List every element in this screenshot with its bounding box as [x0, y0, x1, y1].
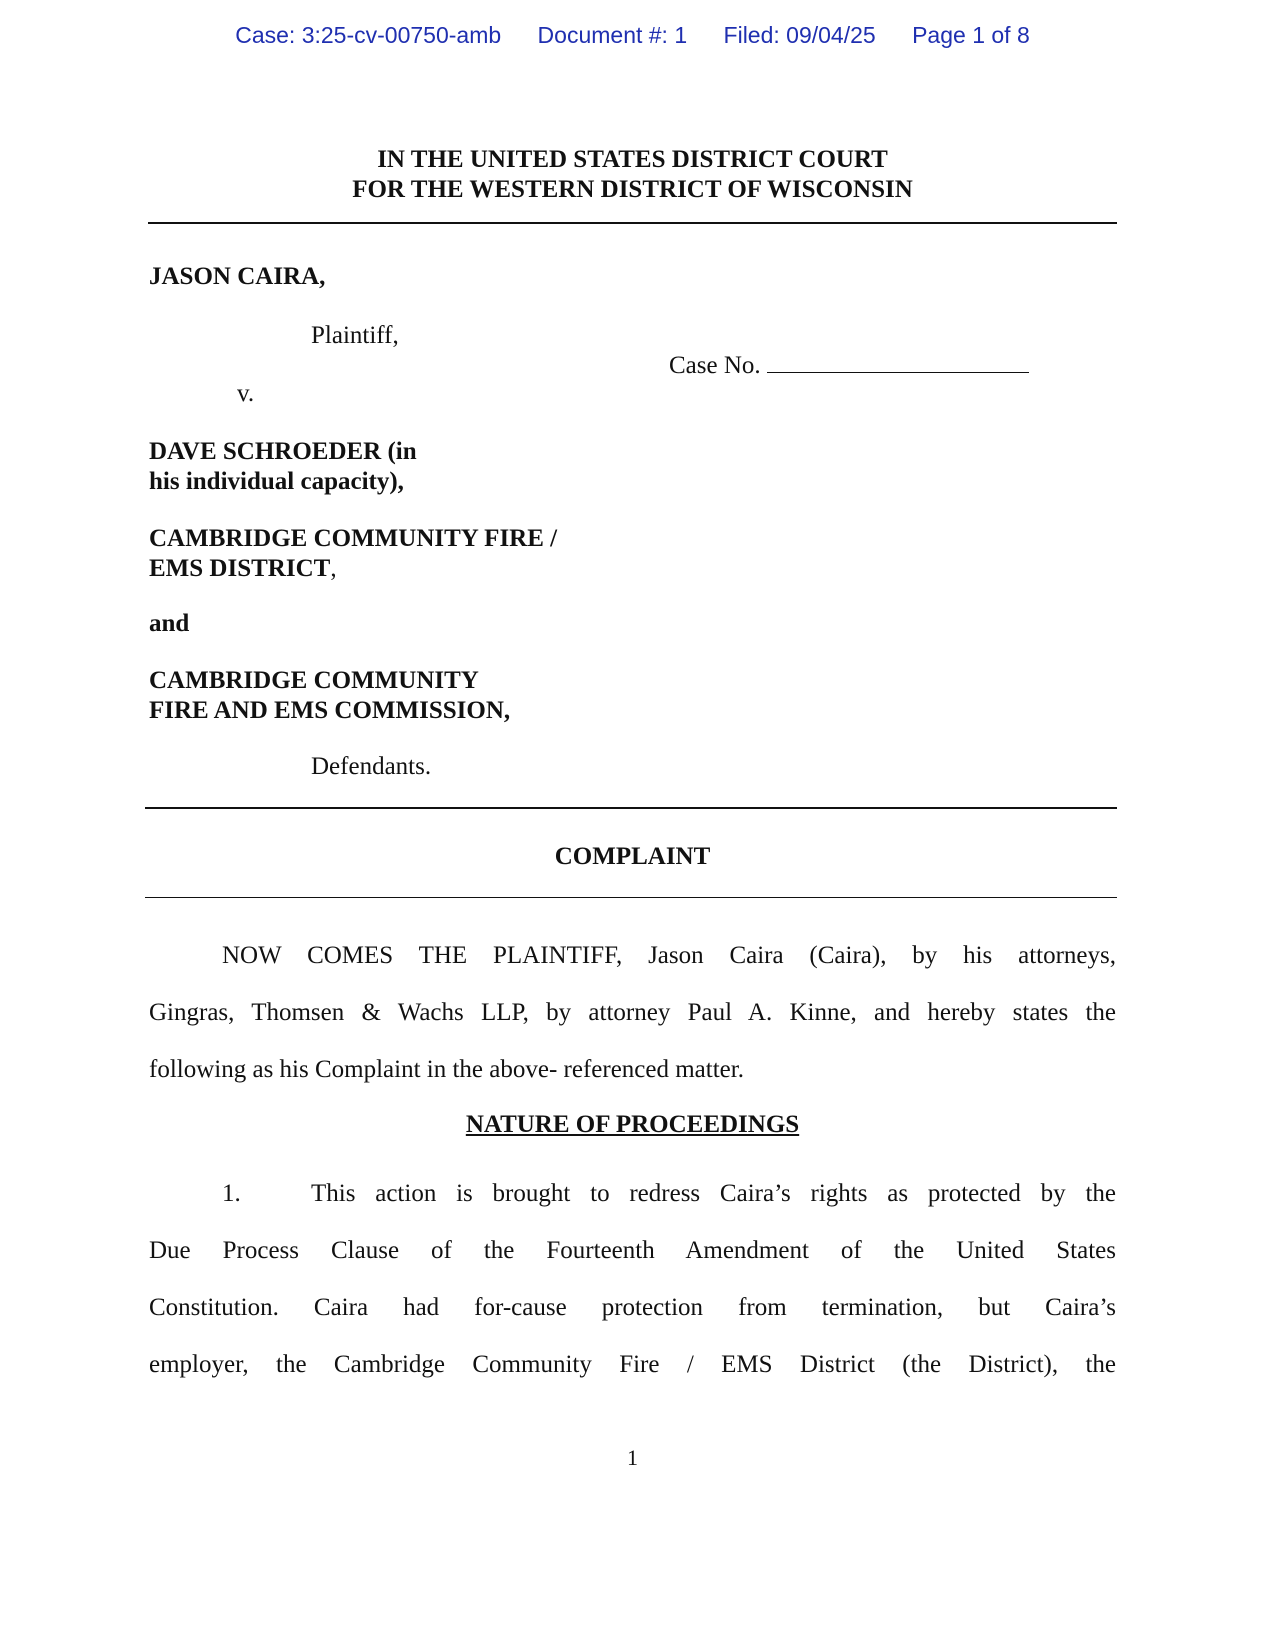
intro-line-2: Gingras, Thomsen & Wachs LLP, by attorney Paul A. Kinne, and hereby states the: [149, 999, 1116, 1026]
paragraph-1-line-1: This action is brought to redress Caira’s rights as protected by the: [311, 1180, 1116, 1207]
conjunction-and: and: [149, 610, 190, 637]
defendant-schroeder-line2: his individual capacity),: [149, 468, 404, 495]
court-heading: [0, 145, 1265, 205]
caption-bottom-rule: [145, 807, 1117, 809]
caption-top-rule: [148, 222, 1117, 224]
stamp-filed-date: Filed: 09/04/25: [723, 22, 876, 48]
section-heading: NATURE OF PROCEEDINGS: [465, 1111, 800, 1138]
document-title: COMPLAINT: [554, 843, 711, 870]
paragraph-number: 1.: [222, 1180, 241, 1207]
title-rule: [145, 897, 1117, 898]
defendant-commission-line1: CAMBRIDGE COMMUNITY: [149, 667, 479, 694]
page-number: 1: [627, 1445, 638, 1470]
defendant-district-comma: ,: [330, 555, 337, 582]
intro-line-1: NOW COMES THE PLAINTIFF, Jason Caira (Caira), by his attorneys,: [222, 942, 1116, 969]
plaintiff-role: Plaintiff,: [311, 322, 399, 349]
stamp-case-number: Case: 3:25-cv-00750-amb: [235, 22, 502, 48]
court-district: FOR THE WESTERN DISTRICT OF WISCONSIN: [352, 176, 913, 203]
defendant-district-line1: CAMBRIDGE COMMUNITY FIRE /: [149, 525, 558, 552]
plaintiff-name: JASON CAIRA,: [149, 263, 326, 290]
paragraph-1-line-4: employer, the Cambridge Community Fire / EMS District (the District), the: [149, 1351, 1116, 1378]
stamp-page-count: Page 1 of 8: [912, 22, 1030, 48]
case-number-label: Case No.: [669, 352, 761, 379]
defendant-schroeder: [149, 437, 417, 497]
intro-line-3: following as his Complaint in the above- referenced matter.: [149, 1056, 744, 1083]
defendant-district: [149, 524, 557, 584]
defendant-commission-line2: FIRE AND EMS COMMISSION,: [149, 697, 511, 724]
versus: v.: [237, 380, 255, 407]
case-number-field: [669, 350, 1029, 381]
defendant-commission: [149, 666, 510, 726]
defendant-district-line2: EMS DISTRICT: [149, 555, 331, 582]
stamp-document-number: Document #: 1: [537, 22, 688, 48]
paragraph-1-line-3: Constitution. Caira had for-cause protection from termination, but Caira’s: [149, 1294, 1116, 1321]
defendants-role: Defendants.: [311, 753, 432, 780]
filing-stamp: [0, 22, 1265, 49]
court-name: IN THE UNITED STATES DISTRICT COURT: [377, 146, 888, 173]
defendant-schroeder-line1: DAVE SCHROEDER (in: [149, 438, 417, 465]
case-number-blank: [767, 350, 1029, 373]
paragraph-1-line-2: Due Process Clause of the Fourteenth Amendment of the United States: [149, 1237, 1116, 1264]
